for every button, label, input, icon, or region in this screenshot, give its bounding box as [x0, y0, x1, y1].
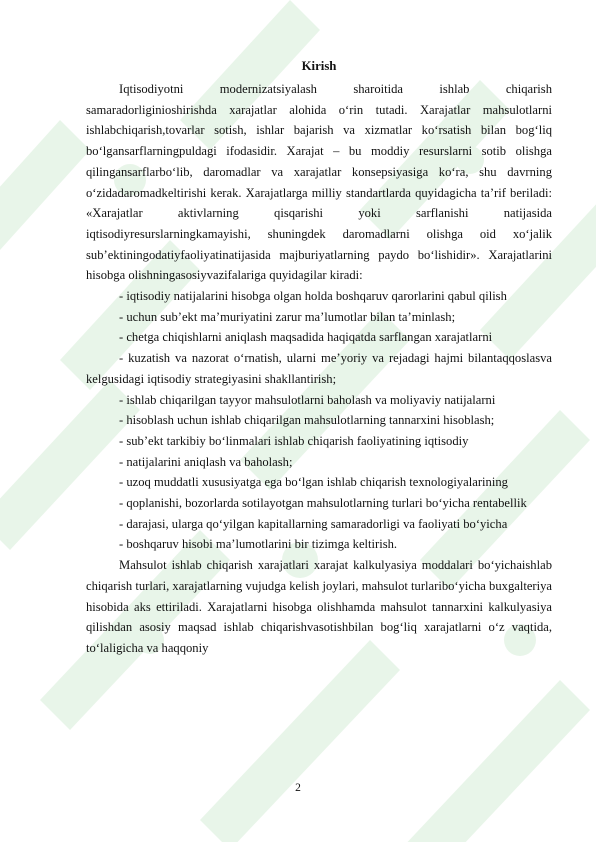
- list-item: - hisoblash uchun ishlab chiqarilgan mahsulotlarning tannarxini hisoblash;: [119, 413, 495, 428]
- document-title: Kirish: [301, 59, 337, 73]
- document-body: [86, 56, 552, 659]
- paragraph-costs: Mahsulot ishlab chiqarish xarajatlari xarajat kalkulyasiya moddalari bo‘yichaishlab chiqarish turlari, xarajatlarning vujudga kelish joylari, mahsulot turlaribo‘yicha buxgalteriya hisobida aks ettiriladi. Xarajatlarni hisobga olishhamda mahsulot tannarxini kalkulyasiya qilishdan asosiy maqsad ishlab chiqarishvasotishbilan bog‘liq xarajatlarni o‘z vaqtida, to‘laligicha va haqqoniy: [86, 558, 552, 655]
- list-item: - kuzatish va nazorat o‘rnatish, ularni me’yoriy va rejadagi hajmi bilantaqqoslasva kelgusidagi iqtisodiy strategiyasini shakllantirish;: [86, 351, 552, 386]
- list-item: - ishlab chiqarilgan tayyor mahsulotlarni baholash va moliyaviy natijalarni: [119, 392, 496, 407]
- list-item: - darajasi, ularga qo‘yilgan kapitallarning samaradorligi va faoliyati bo‘yicha: [119, 516, 508, 531]
- list-item: - iqtisodiy natijalarini hisobga olgan holda boshqaruv qarorlarini qabul qilish: [119, 289, 507, 304]
- list-item: - chetga chiqishlarni aniqlash maqsadida haqiqatda sarflangan xarajatlarni: [119, 330, 493, 345]
- paragraph-intro: Iqtisodiyotni modernizatsiyalash sharoitida ishlab chiqarish samaradorliginioshirishda xarajatlar alohida o‘rin tutadi. Xarajatlar mahsulotlarni ishlabchiqarish,tovarlar sotish, ishlar bajarish va xizmatlar ko‘rsatish bilan bog‘liq bo‘lgansarflarningpuldagi ifodasidir. Xarajat – bu moddiy resurslarni sotib olishga qilingansarflarbo‘lib, daromadlar va xarajatlar konsepsiyasiga ko‘ra, shu davrning o‘zidadaromadkeltirishi kerak. Xarajatlarga milliy standartlarda quyidagicha ta’rif beriladi: «Xarajatlar aktivlarning qisqarishi yoki sarflanishi natijasida iqtisodiyresurslarningkamayishi, shuningdek daromadlarni olishga oid xo‘jalik sub’ektiningodatiyfaoliyatinatijasida majburiyatlarning paydo bo‘lishidir». Xarajatlarini hisobga olishningasosiyvazifalariga quyidagilar kiradi:: [86, 82, 552, 283]
- list-item: - natijalarini aniqlash va baholash;: [119, 454, 293, 469]
- list-item: - boshqaruv hisobi ma’lumotlarini bir tizimga keltirish.: [119, 537, 398, 552]
- list-item: - sub’ekt tarkibiy bo‘linmalari ishlab chiqarish faoliyatining iqtisodiy: [119, 433, 469, 448]
- list-item: - uzoq muddatli xususiyatga ega bo‘lgan ishlab chiqarish texnologiyalarining: [119, 475, 508, 490]
- list-item: - uchun sub’ekt ma’muriyatini zarur ma’lumotlar bilan ta’minlash;: [119, 309, 456, 324]
- list-item: - qoplanishi, bozorlarda sotilayotgan mahsulotlarning turlari bo‘yicha rentabellik: [119, 496, 527, 511]
- page-number: 2: [295, 782, 301, 794]
